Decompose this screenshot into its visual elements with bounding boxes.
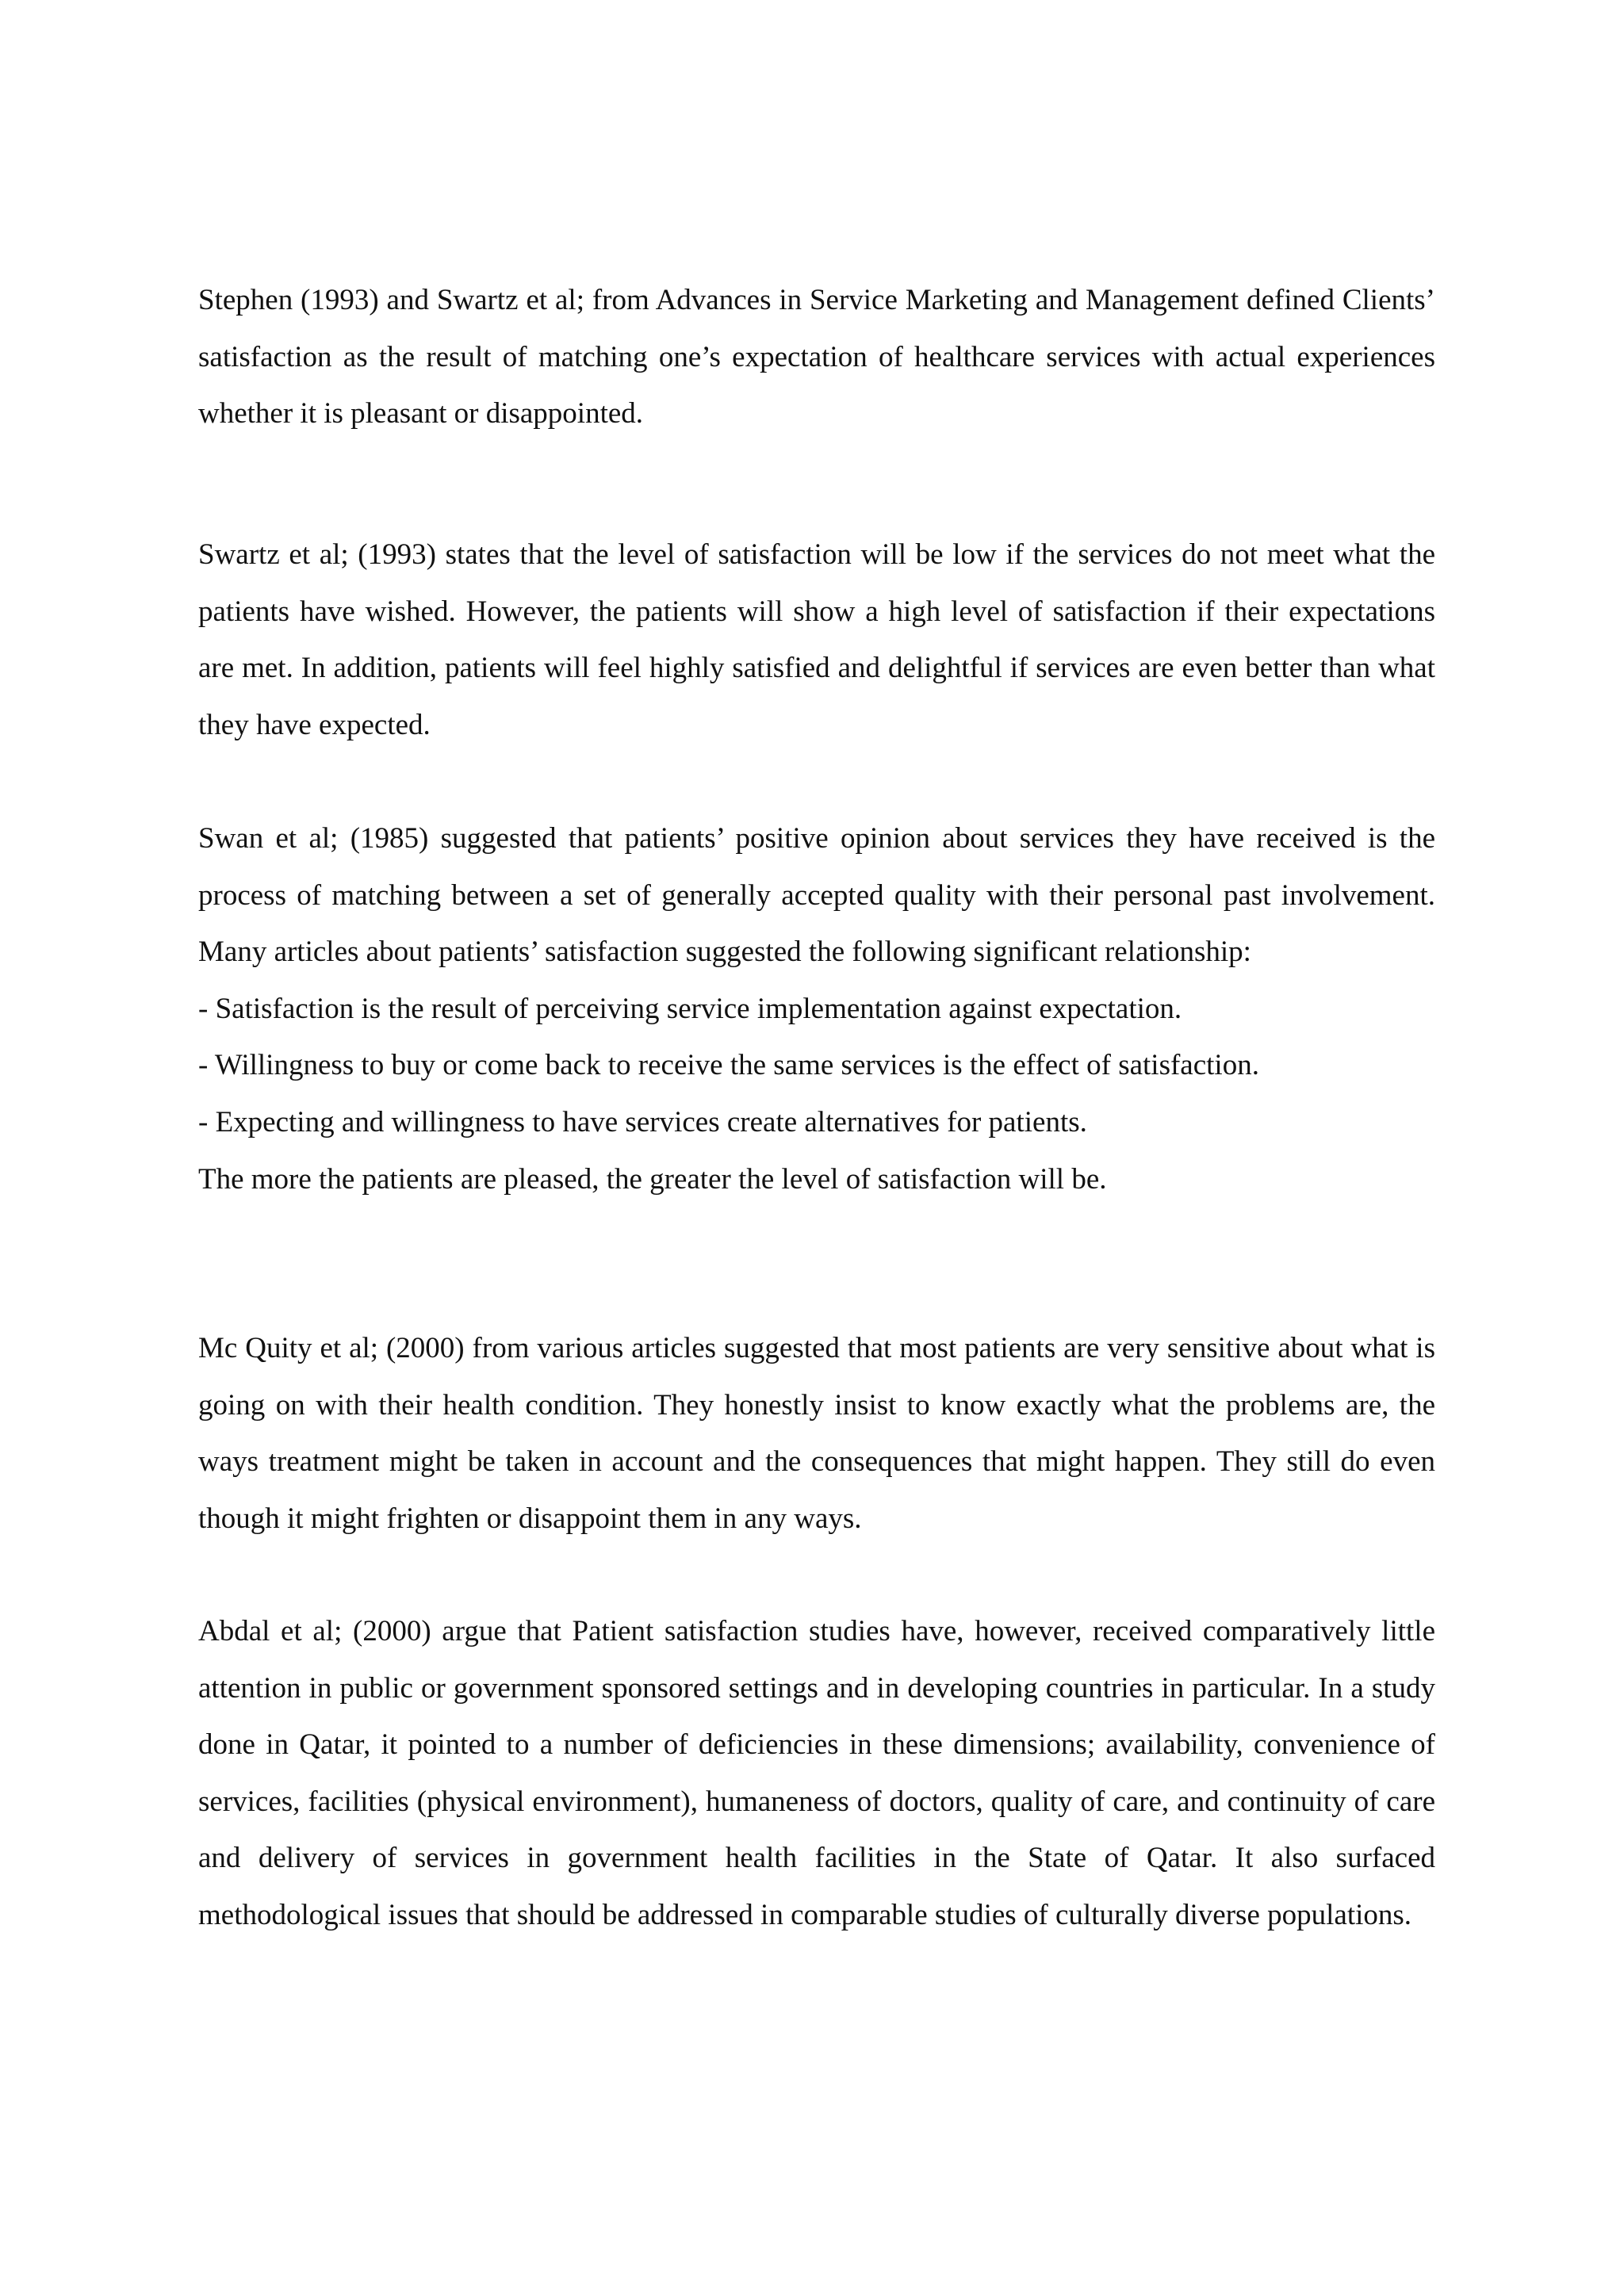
list-item: - Expecting and willingness to have services create alternatives for patients.: [198, 1105, 1087, 1138]
paragraph-mc-quity-2000: [198, 1320, 1435, 1547]
paragraph-text: Swan et al; (1985) suggested that patients’ positive opinion about services they have received is the process of matching between a set of generally accepted quality with their personal past involvement. Many articles about patients’ satisfaction suggested the following significant relationship:: [198, 822, 1435, 969]
paragraph-swan-1985: [198, 810, 1435, 1207]
paragraph-abdal-2000: [198, 1603, 1435, 1944]
paragraph-text: Swartz et al; (1993) states that the level of satisfaction will be low if the services do not meet what the patients have wished. However, the patients will show a high level of satisfaction if their expectations are met. In addition, patients will feel highly satisfied and delightful if services are even better than what they have expected.: [198, 538, 1435, 741]
paragraph-swartz-1993: [198, 526, 1435, 753]
closing-line: The more the patients are pleased, the greater the level of satisfaction will be.: [198, 1162, 1107, 1196]
paragraph-stephen-1993: [198, 272, 1435, 442]
list-item: - Willingness to buy or come back to receive the same services is the effect of satisfaction.: [198, 1049, 1259, 1082]
paragraph-text: Stephen (1993) and Swartz et al; from Advances in Service Marketing and Management defined Clients’ satisfaction as the result of matching one’s expectation of healthcare services with actual experiences whether it is pleasant or disappointed.: [198, 284, 1435, 430]
paragraph-text: Mc Quity et al; (2000) from various articles suggested that most patients are very sensitive about what is going on with their health condition. They honestly insist to know exactly what the problems are, the ways treatment might be taken in account and the consequences that might happen. They still do even though it might frighten or disappoint them in any ways.: [198, 1332, 1435, 1535]
paragraph-text: Abdal et al; (2000) argue that Patient satisfaction studies have, however, received comparatively little attention in public or government sponsored settings and in developing countries in particular. In a study done in Qatar, it pointed to a number of deficiencies in these dimensions; availability, convenience of services, facilities (physical environment), humaneness of doctors, quality of care, and continuity of care and delivery of services in government health facilities in the State of Qatar. It also surfaced methodological issues that should be addressed in comparable studies of culturally diverse populations.: [198, 1615, 1435, 1931]
list-item: - Satisfaction is the result of perceiving service implementation against expectation.: [198, 992, 1182, 1025]
